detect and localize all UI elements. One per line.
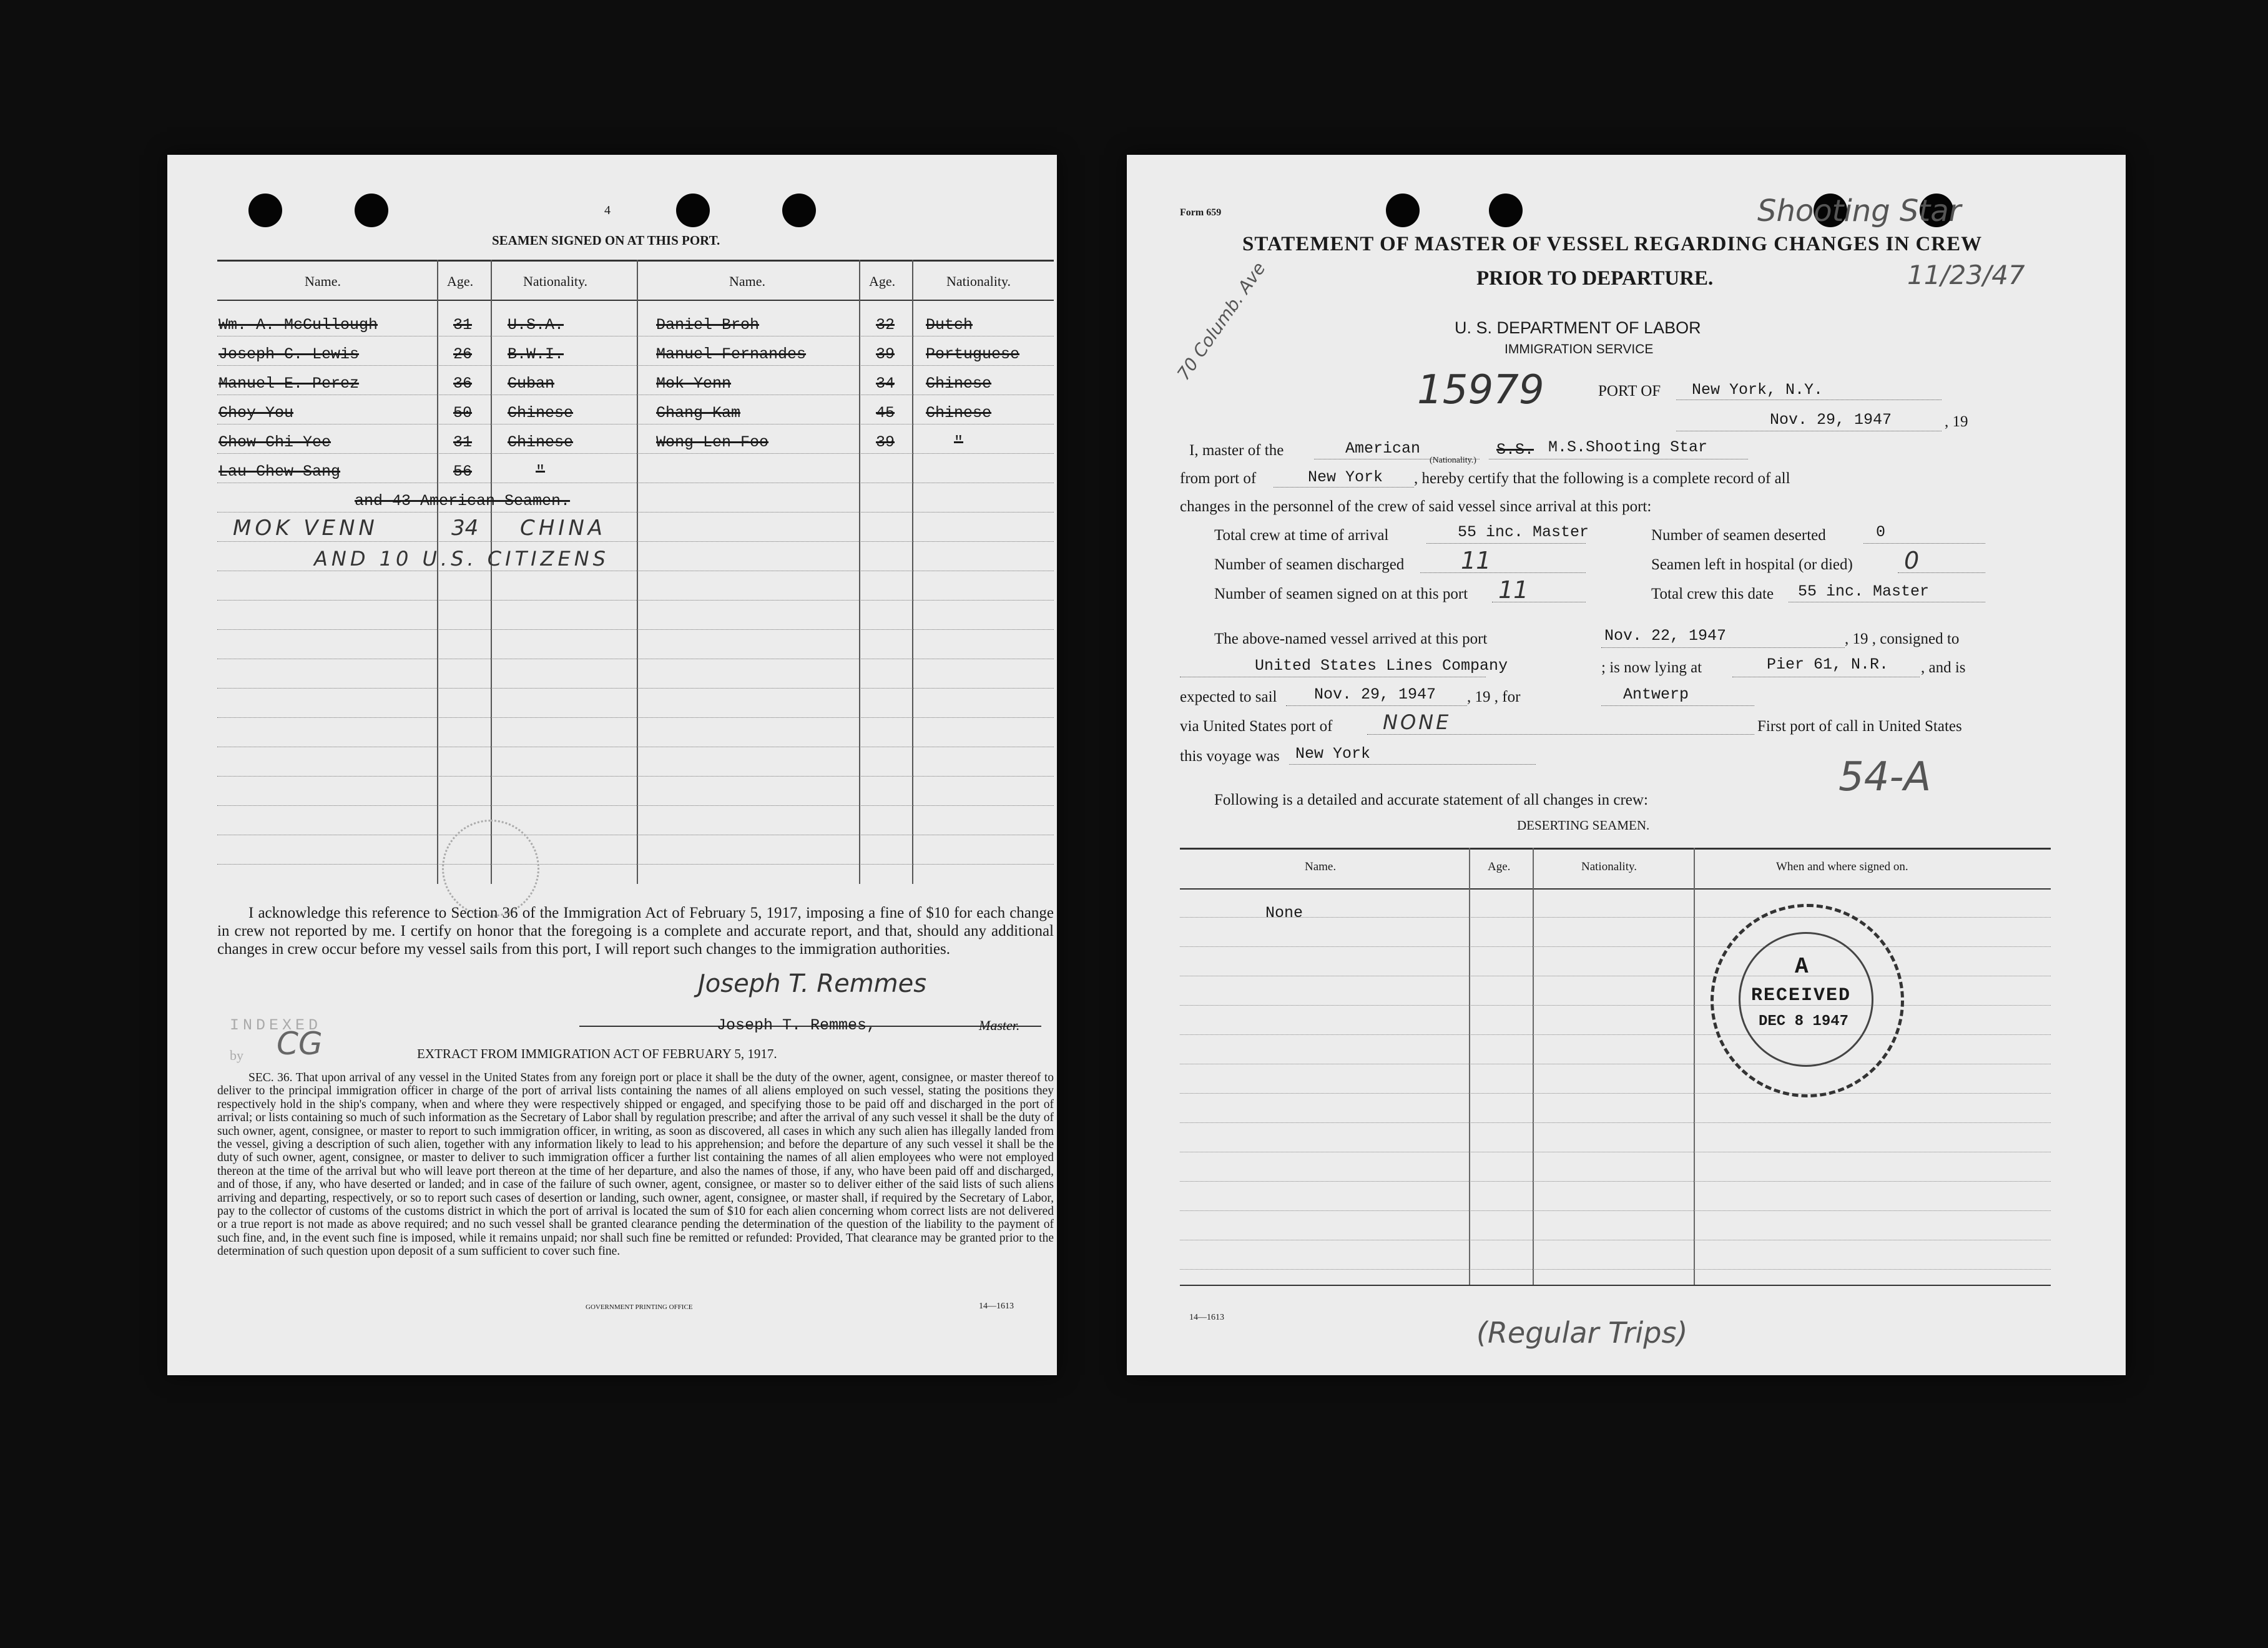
handwritten-margin-note: 70 Columb. Ave (1172, 258, 1270, 385)
seaman-age: 50 (453, 404, 473, 422)
nationality-caption: (Nationality.) (1430, 456, 1476, 465)
seaman-name: Chow Chi Yee (218, 433, 331, 451)
deserting-title: DESERTING SEAMEN. (1517, 818, 1650, 833)
changes-text: changes in the personnel of the crew of said vessel since arrival at this port: (1180, 498, 1652, 515)
punch-hole (782, 194, 816, 227)
first-port-label: First port of call in United States (1757, 718, 1962, 735)
signed-label: Number of seamen signed on at this port (1214, 586, 1468, 602)
file-number: 15979 (1417, 367, 1544, 413)
col-divider (859, 260, 860, 884)
total-arrival-label: Total crew at time of arrival (1214, 527, 1389, 544)
seaman-name: Manuel Fernandes (656, 345, 807, 363)
sail-label: expected to sail (1180, 689, 1277, 705)
punch-hole (248, 194, 282, 227)
page-number: 4 (604, 204, 611, 217)
port-value: New York, N.Y. (1692, 381, 1824, 399)
handwritten-ship-name: Shooting Star (1757, 194, 1961, 228)
nationality-value: American (1345, 439, 1421, 458)
col-divider (437, 260, 438, 884)
via-line (1367, 734, 1754, 735)
deserted-label: Number of seamen deserted (1651, 527, 1826, 544)
total-arrival-line (1426, 543, 1586, 544)
row-line (217, 365, 1054, 366)
row-line (1180, 1005, 2051, 1006)
row-line (217, 805, 1054, 806)
col-header-nationality: Nationality. (946, 273, 1011, 289)
seaman-name: Manuel E. Perez (218, 375, 360, 393)
desert-table-bottom (1180, 1285, 2051, 1286)
row-line (217, 512, 1054, 513)
voyage-value: New York (1295, 745, 1371, 763)
total-date-value: 55 inc. Master (1798, 582, 1930, 601)
row-line (217, 717, 1054, 718)
discharged-line (1420, 572, 1586, 573)
seaman-nationality: U.S.A. (508, 316, 564, 334)
row-line (217, 600, 1054, 601)
desert-table-top (1180, 848, 2051, 850)
total-arrival-value: 55 inc. Master (1458, 523, 1589, 541)
seaman-age: 31 (453, 316, 473, 334)
left-page (167, 155, 1057, 1375)
col-header-age: Age. (869, 273, 896, 289)
form-title: STATEMENT OF MASTER OF VESSEL REGARDING CHANGES IN CREW (1242, 233, 1983, 255)
seaman-nationality: Chinese (926, 375, 992, 393)
following-text: Following is a detailed and accurate statement of all changes in crew: (1214, 792, 1648, 808)
handwritten-54a: 54-A (1838, 754, 1932, 800)
from-port-value: New York (1308, 468, 1383, 486)
stamp-letter: A (1795, 954, 1809, 979)
handwritten-name: MOK VENN (233, 516, 378, 541)
desert-col-when-where: When and where signed on. (1776, 860, 1908, 873)
deserted-line (1863, 543, 1985, 544)
extract-title: EXTRACT FROM IMMIGRATION ACT OF FEBRUARY 5, 1917. (417, 1046, 777, 1061)
form-subtitle: PRIOR TO DEPARTURE. (1476, 267, 1714, 290)
hospital-value: 0 (1904, 547, 1920, 574)
seaman-age: 34 (876, 375, 895, 393)
table-header-rule (217, 300, 1054, 301)
seaman-age: 45 (876, 404, 895, 422)
col-divider (1533, 848, 1534, 1285)
row-line (1180, 917, 2051, 918)
department: U. S. DEPARTMENT OF LABOR (1455, 318, 1701, 337)
punch-hole (355, 194, 388, 227)
hospital-label: Seamen left in hospital (or died) (1651, 556, 1853, 573)
indexed-initials: CG (277, 1026, 323, 1062)
seaman-name: Wong Len Foo (656, 433, 769, 451)
consignee-value: United States Lines Company (1255, 657, 1508, 675)
seaman-age: 39 (876, 345, 895, 363)
and-is: , and is (1921, 659, 1966, 676)
arrived-value: Nov. 22, 1947 (1604, 627, 1727, 645)
col-header-name: Name. (305, 273, 341, 289)
desert-col-age: Age. (1488, 860, 1511, 873)
seaman-name: Chang Kam (656, 404, 741, 422)
desert-value: None (1265, 904, 1303, 922)
seaman-nationality: B.W.I. (508, 345, 564, 363)
desert-table-header-rule (1180, 888, 2051, 890)
total-date-label: Total crew this date (1651, 586, 1774, 602)
form-code: 14—1613 (1189, 1313, 1224, 1322)
col-divider (912, 260, 913, 884)
received-stamp (1711, 904, 1904, 1097)
faint-stamp (442, 820, 539, 917)
seaman-age: 32 (876, 316, 895, 334)
via-label: via United States port of (1180, 718, 1333, 735)
col-divider (1469, 848, 1470, 1285)
signed-value: 11 (1498, 576, 1529, 604)
seaman-age: 26 (453, 345, 473, 363)
seaman-nationality: Portuguese (926, 345, 1020, 363)
port-label: PORT OF (1598, 383, 1661, 400)
discharged-label: Number of seamen discharged (1214, 556, 1405, 573)
seaman-nationality: Chinese (508, 404, 574, 422)
seaman-age: 31 (453, 433, 473, 451)
seaman-nationality: Chinese (508, 433, 574, 451)
seaman-nationality: " (536, 463, 546, 481)
handwritten-nationality: CHINA (520, 516, 607, 541)
punch-hole (1386, 194, 1420, 227)
row-line (1180, 1181, 2051, 1182)
certify-text: , hereby certify that the following is a complete record of all (1414, 470, 1790, 487)
table-title: SEAMEN SIGNED ON AT THIS PORT. (492, 233, 720, 248)
row-line (1180, 1034, 2051, 1035)
table-top-rule (217, 260, 1054, 262)
seaman-nationality: Cuban (508, 375, 555, 393)
seaman-name: Daniel Broh (656, 316, 760, 334)
vessel-name: M.S.Shooting Star (1548, 438, 1708, 456)
consigned-text: , 19 , consigned to (1845, 630, 1960, 647)
for-value: Antwerp (1623, 685, 1689, 704)
lying-value: Pier 61, N.R. (1767, 655, 1889, 674)
indexed-by: by (230, 1047, 243, 1063)
voyage-label: this voyage was (1180, 748, 1280, 765)
struck-note: and 43 American Seamen. (355, 492, 571, 510)
arrived-line (1601, 647, 1845, 648)
master-of-the: I, master of the (1189, 442, 1284, 459)
form-code: 14—1613 (979, 1302, 1014, 1311)
row-line (1180, 1093, 2051, 1094)
arrived-label: The above-named vessel arrived at this port (1214, 630, 1488, 647)
seaman-name: Wm. A. McCullough (218, 316, 378, 334)
via-value: NONE (1383, 710, 1451, 734)
seaman-nationality: Dutch (926, 316, 973, 334)
row-line (217, 629, 1054, 630)
row-line (1180, 1269, 2051, 1270)
date-value: Nov. 29, 1947 (1770, 411, 1892, 429)
col-header-name: Name. (729, 273, 766, 289)
row-line (217, 776, 1054, 777)
from-port-label: from port of (1180, 470, 1257, 487)
col-header-age: Age. (447, 273, 474, 289)
service: IMMIGRATION SERVICE (1505, 342, 1654, 356)
for-line (1601, 705, 1754, 706)
punch-hole (1489, 194, 1523, 227)
row-line (217, 864, 1054, 865)
seaman-name: Lau Chew Sang (218, 463, 341, 481)
punch-hole (676, 194, 710, 227)
seaman-nationality: " (954, 433, 964, 451)
desert-col-name: Name. (1305, 860, 1337, 873)
lying-label: ; is now lying at (1601, 659, 1702, 676)
master-label: Master. (979, 1018, 1020, 1033)
deserted-value: 0 (1876, 523, 1886, 541)
row-line (1180, 946, 2051, 947)
stamp-received: RECEIVED (1751, 985, 1852, 1006)
voyage-line (1289, 764, 1536, 765)
col-divider (637, 260, 638, 884)
handwritten-age: 34 (451, 516, 479, 541)
row-line (217, 453, 1054, 454)
seaman-name: Choy You (218, 404, 294, 422)
row-line (1180, 1122, 2051, 1123)
stamp-date: DEC 8 1947 (1759, 1013, 1849, 1030)
seaman-name: Joseph C. Lewis (218, 345, 360, 363)
handwritten-bottom-note: (Regular Trips) (1476, 1316, 1688, 1350)
discharged-value: 11 (1461, 547, 1491, 574)
for-label: , 19 , for (1467, 689, 1521, 705)
master-signature: Joseph T. Remmes (698, 969, 927, 998)
right-page (1127, 155, 2126, 1375)
handwritten-date: 11/23/47 (1907, 260, 2025, 290)
sail-line (1286, 705, 1467, 706)
sail-value: Nov. 29, 1947 (1314, 685, 1436, 704)
seaman-age: 36 (453, 375, 473, 393)
row-line (217, 688, 1054, 689)
indexed-stamp: INDEXED (230, 1016, 322, 1034)
row-line (1180, 1210, 2051, 1211)
seaman-nationality: Chinese (926, 404, 992, 422)
col-divider (1694, 848, 1695, 1285)
acknowledgement-text: I acknowledge this reference to Section 36 of the Immigration Act of February 5, 1917, imposing a fine of $10 for each change in crew not reported by me. I certify on honor that the foregoing is a complete and accurate report, and that, should any additional changes in crew occur before my vessel sails from this port, I will report such changes to the immigration authorities. (217, 905, 1054, 958)
from-port-line (1274, 487, 1414, 488)
col-divider (491, 260, 492, 884)
seaman-age: 39 (876, 433, 895, 451)
seaman-age: 56 (453, 463, 473, 481)
col-header-nationality: Nationality. (523, 273, 588, 289)
vessel-type-struck: S.S. (1496, 441, 1534, 459)
row-line (217, 541, 1054, 542)
year-suffix: , 19 (1945, 413, 1968, 430)
extract-text: SEC. 36. That upon arrival of any vessel in the United States from any foreign port or place it shall be the duty of the owner, agent, consignee, or master thereof to deliver to the principal immigration officer in charge of the port of arrival lists containing the names of all aliens employed on such vessel, stating the positions they respectively hold in the ship's company, when and where they were respectively shipped or engaged, and specifying those to be paid off and discharged in the port of arrival; or lists containing so much of such information as the Secretary of Labor shall by regulation prescribe; and after the arrival of any such vessel it shall be the duty of such owner, agent, consignee, or master to report to such immigration officer, in writing, as soon as discovered, all cases in which any such alien has illegally landed from the vessel, giving a description of such alien, together with any information likely to lead to his apprehension; and before the departure of any such vessel it shall be the duty of such owner, agent, consignee, or master to deliver to such immigration officer a further list containing the names of all alien employees who were not employed thereon at the time of the arrival but who will leave port thereon at the time of her departure, and also the names of those, if any, who have been paid off and discharged, and of those, if any, who have deserted or landed; and in case of the failure of such owner, agent, consignee, or master so to deliver either of the said lists of such aliens arriving and departing, respectively, or so to report such cases of desertion or landing, such owner, agent, consignee, or master shall, if required by the Secretary of Labor, pay to the collector of customs of the customs district in which the port of arrival is located the sum of $10 for each alien concerning whom correct lists are not delivered or a true report is not made as above required; and no such vessel shall be granted clearance pending the determination of the question of the liability to the payment of such fine, and, in the event such fine is imposed, while it remains unpaid; nor shall such fine be remitted or refunded: Provided, That clearance may be granted prior to the determination of such question upon deposit of a sum sufficient to cover such fine. (217, 1071, 1054, 1258)
gpo-line: GOVERNMENT PRINTING OFFICE (586, 1303, 693, 1311)
desert-col-nationality: Nationality. (1581, 860, 1637, 873)
handwritten-note: AND 10 U.S. CITIZENS (314, 547, 609, 571)
seaman-name: Mok Yenn (656, 375, 732, 393)
form-number: Form 659 (1180, 207, 1222, 218)
master-name-typed: Joseph T. Remmes, (717, 1016, 876, 1034)
